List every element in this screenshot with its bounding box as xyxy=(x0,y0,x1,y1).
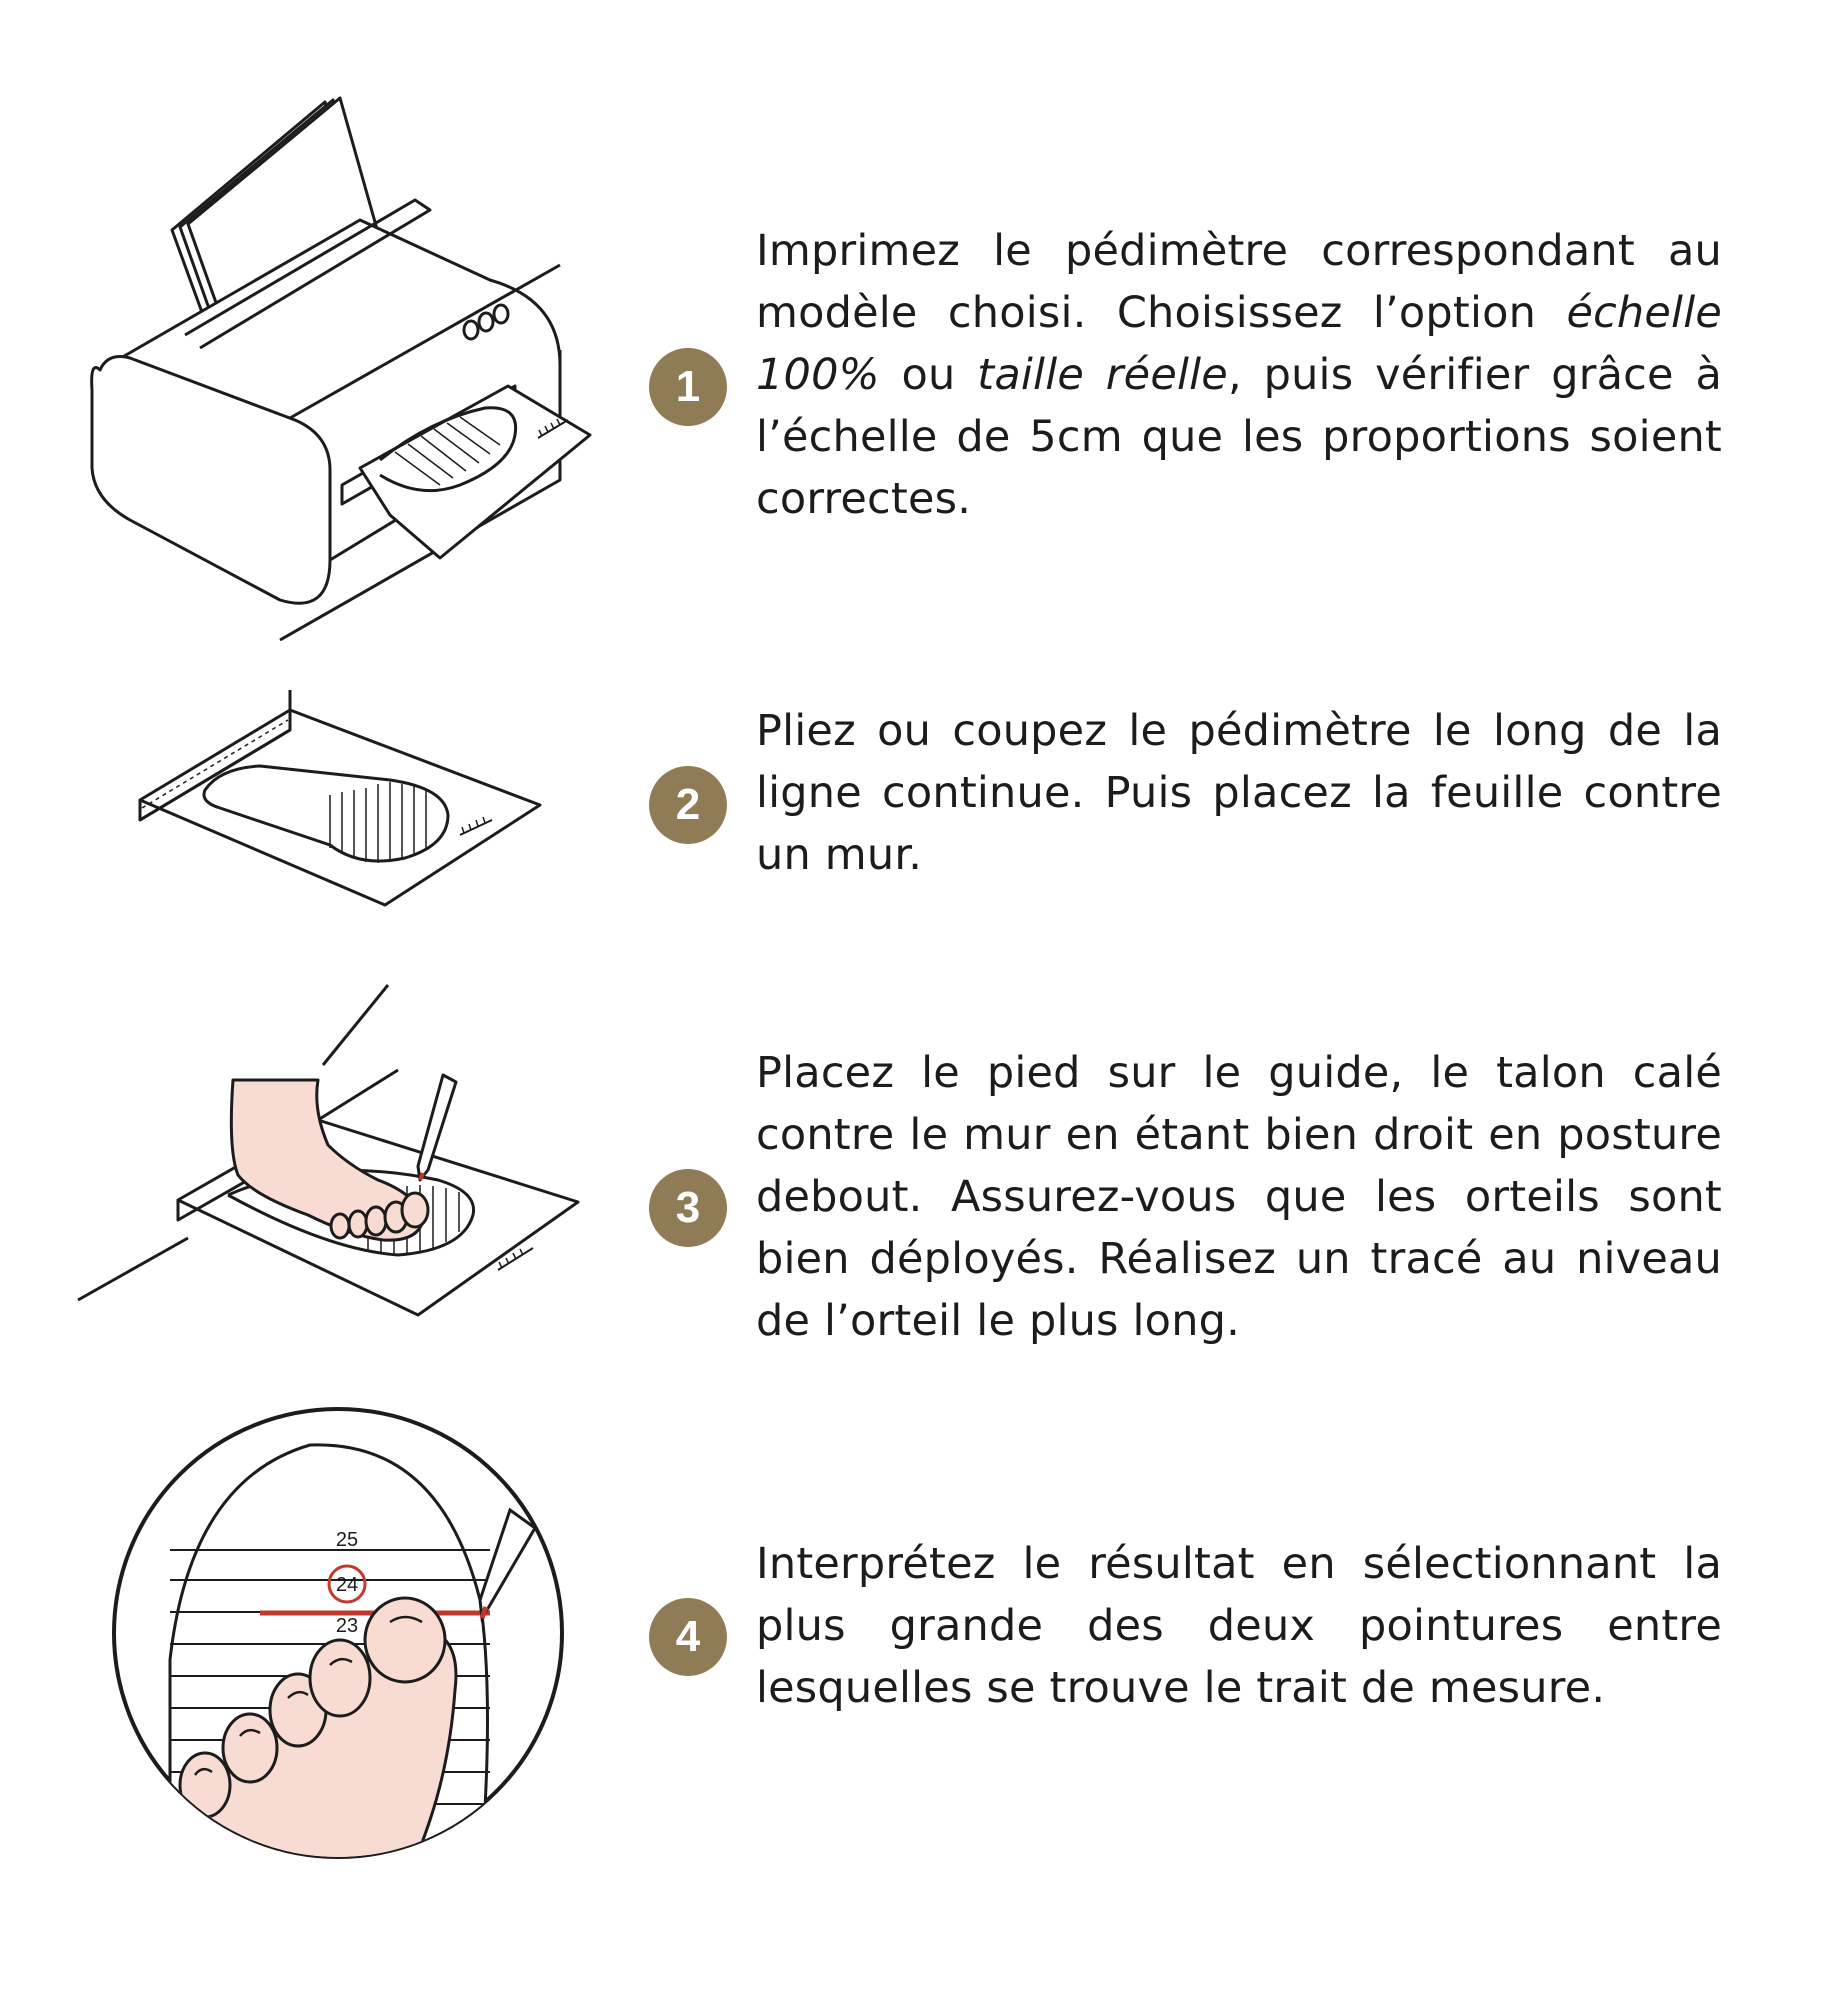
size-label-upper: 25 xyxy=(335,1529,359,1551)
size-label-selected: 24 xyxy=(335,1574,359,1596)
measurement-zoom-icon xyxy=(110,1400,570,1880)
size-label-lower: 23 xyxy=(335,1615,359,1637)
step-number-badge: 2 xyxy=(649,766,727,844)
step-text-emphasis: taille réelle xyxy=(977,350,1228,400)
step-text-part: Pliez ou coupez le pédimètre le long de la ligne continue. Puis placez la feuille contre un mur. xyxy=(756,706,1722,880)
folded-sheet-icon xyxy=(130,680,550,920)
step-number-badge: 4 xyxy=(649,1598,727,1676)
step-text-part: , puis vérifier grâce à l’échelle de 5cm que les proportions soient correctes. xyxy=(756,350,1722,524)
step-number-badge: 1 xyxy=(649,348,727,426)
step-number-badge: 3 xyxy=(649,1169,727,1247)
foot-on-guide-icon xyxy=(78,980,598,1340)
step-text xyxy=(756,1042,1722,1352)
step-3 xyxy=(0,980,1847,1360)
step-text-emphasis: échelle 100% xyxy=(756,288,1722,400)
step-1 xyxy=(0,90,1847,610)
step-text xyxy=(756,220,1722,530)
step-2 xyxy=(0,670,1847,930)
step-text-part: Placez le pied sur le guide, le talon calé contre le mur en étant bien droit en posture debout. Assurez-vous que les orteils sont bien déployés. Réalisez un tracé au niveau de l’orteil le plus long. xyxy=(756,1048,1722,1346)
printer-icon xyxy=(90,90,610,590)
step-text-part: Imprimez le pédimètre correspondant au modèle choisi. Choisissez l’option xyxy=(756,226,1722,338)
step-text-part: Interprétez le résultat en sélectionnant la plus grande des deux pointures entre lesquelles se trouve le trait de mesure. xyxy=(756,1539,1722,1713)
step-text xyxy=(756,700,1722,886)
step-text xyxy=(756,1533,1722,1719)
step-text-part: ou xyxy=(879,350,978,400)
step-4 xyxy=(0,1400,1847,1880)
